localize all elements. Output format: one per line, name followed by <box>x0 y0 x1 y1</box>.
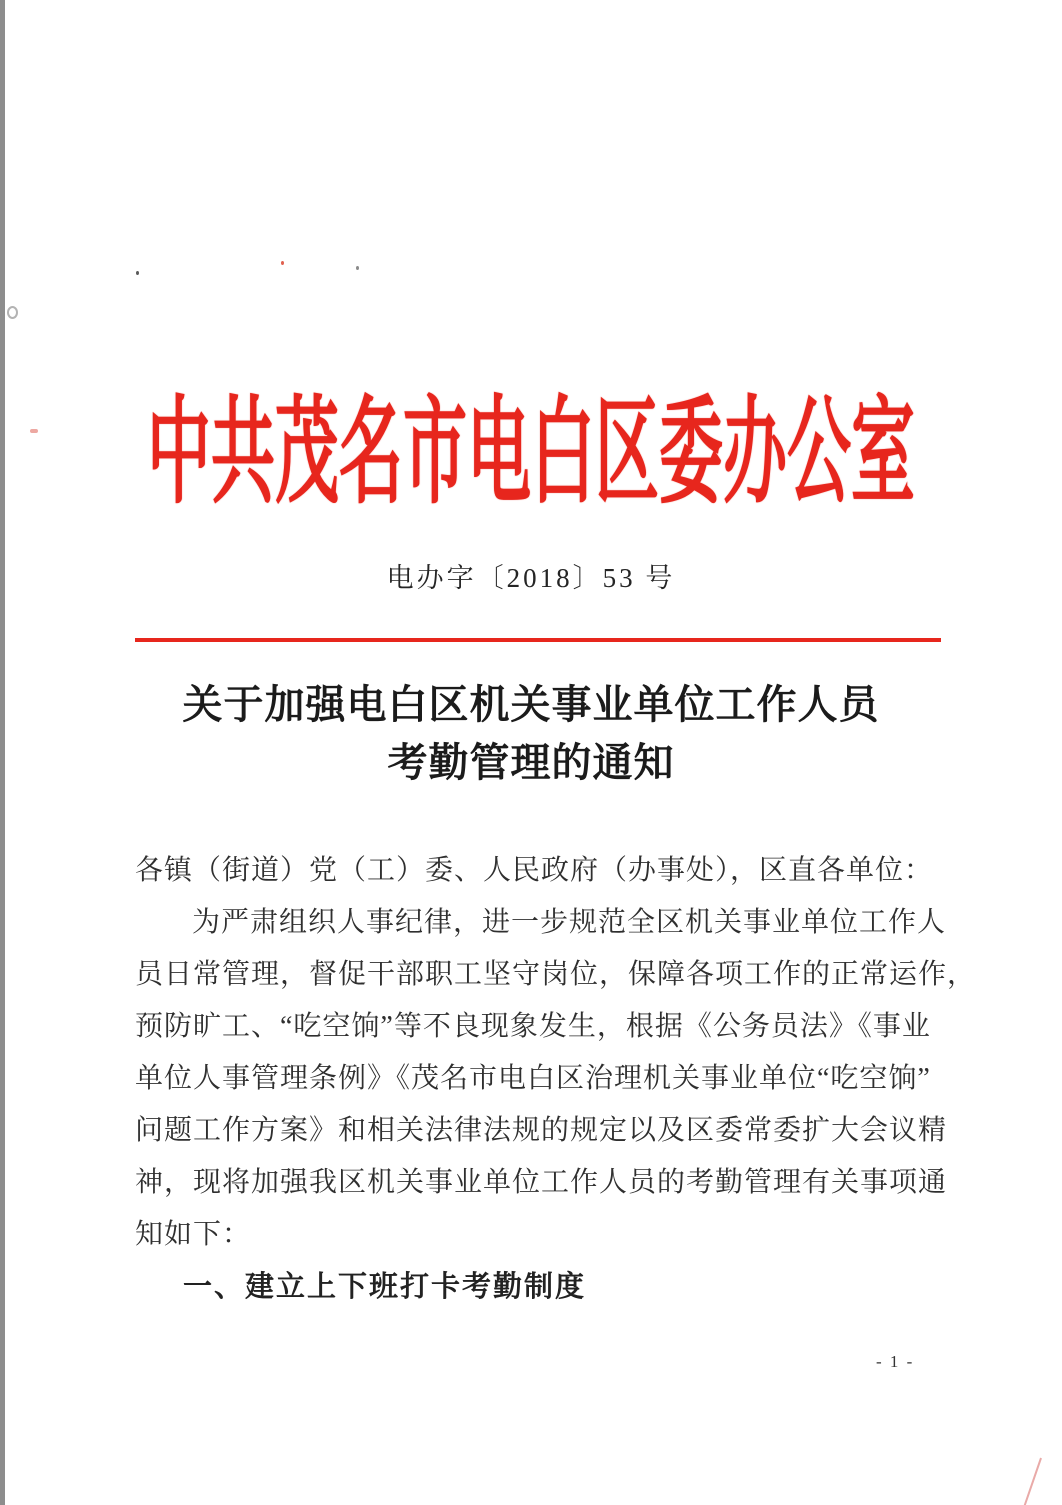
document-body <box>135 845 977 1313</box>
scan-artifact-ring <box>7 306 18 319</box>
paragraph-line: 神，现将加强我区机关事业单位工作人员的考勤管理有关事项通 <box>135 1167 948 1198</box>
paragraph-line: 知如下： <box>135 1219 252 1250</box>
document-title-line-1: 关于加强电白区机关事业单位工作人员 <box>182 682 880 727</box>
document-title <box>0 676 1062 792</box>
paragraph-line: 员日常管理，督促干部职工坚守岗位，保障各项工作的正常运作， <box>135 959 977 990</box>
red-separator-rule <box>135 638 941 642</box>
document-number: 电办字〔2018〕53 号 <box>386 563 676 593</box>
salutation-line: 各镇（街道）党（工）委、人民政府（办事处），区直各单位： <box>135 855 934 886</box>
paragraph-line: 为严肃组织人事纪律，进一步规范全区机关事业单位工作人 <box>192 907 947 938</box>
paragraph-line: 预防旷工、“吃空饷”等不良现象发生，根据《公务员法》《事业 <box>135 1011 931 1042</box>
page-number: - 1 - <box>876 1352 915 1371</box>
scan-artifact-speck <box>136 271 139 275</box>
paragraph-line: 单位人事管理条例》《茂名市电白区治理机关事业单位“吃空饷” <box>135 1063 931 1094</box>
scan-artifact-speck <box>356 266 359 270</box>
scan-artifact-speck <box>281 261 284 265</box>
paragraph-line: 问题工作方案》和相关法律法规的规定以及区委常委扩大会议精 <box>135 1115 948 1146</box>
letterhead <box>0 388 1062 518</box>
issuer-title: 中共茂名市电白区委办公室 <box>147 388 915 518</box>
section-heading: 一、建立上下班打卡考勤制度 <box>183 1271 587 1303</box>
scan-artifact-line <box>1023 1458 1042 1505</box>
document-title-line-2: 考勤管理的通知 <box>387 740 675 785</box>
